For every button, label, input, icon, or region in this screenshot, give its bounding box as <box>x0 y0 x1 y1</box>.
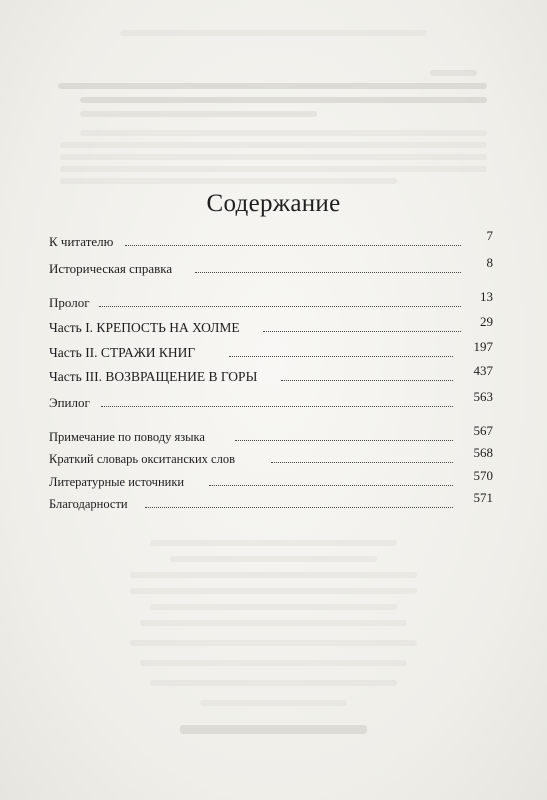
dot-leader <box>125 245 461 246</box>
show-through-line <box>150 680 397 686</box>
show-through-line <box>130 572 417 578</box>
toc-entry-page: 197 <box>473 339 493 354</box>
show-through-line <box>150 540 397 546</box>
toc-entry-label: Часть I. КРЕПОСТЬ НА ХОЛМЕ <box>49 320 240 335</box>
dot-leader <box>195 272 461 273</box>
toc-entry-page: 437 <box>473 363 493 378</box>
toc-entry-label: Часть III. ВОЗВРАЩЕНИЕ В ГОРЫ <box>49 369 258 384</box>
toc-entry <box>49 314 493 338</box>
toc-entry-label: Историческая справка <box>49 261 173 276</box>
toc-entry-label: Литературные источники <box>49 475 185 489</box>
dot-leader <box>209 485 453 486</box>
dot-leader <box>145 507 453 508</box>
show-through-line <box>140 620 407 626</box>
toc-entry-label: Благодарности <box>49 497 128 511</box>
toc-entry-label: Эпилог <box>49 395 90 410</box>
toc-entry <box>49 490 493 514</box>
show-through-line <box>130 588 417 594</box>
show-through-line <box>60 154 487 160</box>
show-through-line <box>80 111 317 117</box>
toc-entry-page: 570 <box>473 468 493 483</box>
dot-leader <box>229 356 453 357</box>
toc-entry-label: Примечание по поводу языка <box>49 430 205 444</box>
show-through-line <box>130 640 417 646</box>
dot-leader <box>281 380 453 381</box>
show-through-line <box>80 97 487 103</box>
show-through-line <box>140 660 407 666</box>
toc-entry-page: 563 <box>473 389 493 404</box>
dot-leader <box>101 406 453 407</box>
toc-entry-label: Краткий словарь окситанских слов <box>49 452 235 466</box>
dot-leader <box>263 331 461 332</box>
toc-entry <box>49 255 493 279</box>
page-title: Содержание <box>206 190 341 217</box>
dot-leader <box>235 440 453 441</box>
toc-entry <box>49 423 493 447</box>
toc-entry-label: Часть II. СТРАЖИ КНИГ <box>49 345 196 360</box>
show-through-line <box>200 700 347 706</box>
toc-entry <box>49 339 493 363</box>
toc-entry <box>49 363 493 387</box>
show-through-line <box>150 604 397 610</box>
dot-leader <box>99 306 461 307</box>
show-through-line <box>60 166 487 172</box>
show-through-line <box>120 30 427 36</box>
toc-entry <box>49 389 493 413</box>
toc-entry-label: Пролог <box>49 295 90 310</box>
show-through-line <box>430 70 477 76</box>
toc-entry <box>49 468 493 492</box>
show-through-line <box>80 130 487 136</box>
toc-entry <box>49 228 493 252</box>
toc-entry-page: 571 <box>473 490 493 505</box>
toc-entry-page: 567 <box>473 423 493 438</box>
toc-entry <box>49 289 493 313</box>
toc-entry-page: 568 <box>473 445 493 460</box>
toc-entry-page: 7 <box>486 228 493 243</box>
show-through-line <box>180 725 367 734</box>
toc-entry-page: 13 <box>480 289 493 304</box>
dot-leader <box>271 462 453 463</box>
show-through-line <box>170 556 377 562</box>
show-through-line <box>60 178 397 184</box>
show-through-line <box>58 83 487 89</box>
toc-entry-page: 8 <box>486 255 493 270</box>
show-through-line <box>60 142 487 148</box>
toc-entry-page: 29 <box>480 314 493 329</box>
toc-entry-label: К читателю <box>49 234 114 249</box>
toc-entry <box>49 445 493 469</box>
